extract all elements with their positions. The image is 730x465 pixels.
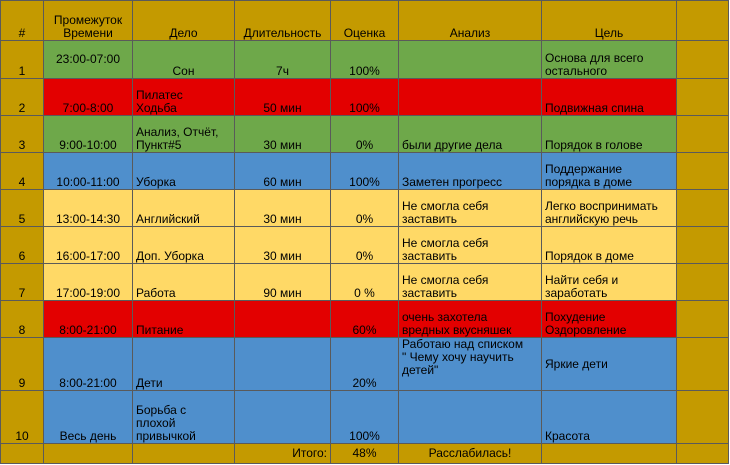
score-cell[interactable]: 60% <box>331 301 399 338</box>
duration-cell[interactable]: 30 мин <box>235 116 331 153</box>
table-row <box>1 227 729 264</box>
time-cell[interactable]: Весь день <box>44 391 133 444</box>
analysis-cell[interactable] <box>399 391 542 444</box>
analysis-cell[interactable] <box>399 79 542 116</box>
score-cell[interactable]: 100% <box>331 79 399 116</box>
analysis-cell[interactable]: Заметен прогресс <box>399 153 542 190</box>
row-num-cell[interactable]: 4 <box>1 153 44 190</box>
goal-cell[interactable]: Подвижная спина <box>542 79 677 116</box>
empty-cell[interactable] <box>133 444 235 464</box>
score-cell[interactable]: 0% <box>331 190 399 227</box>
table-row <box>1 190 729 227</box>
table-row <box>1 41 729 79</box>
duration-cell[interactable] <box>235 301 331 338</box>
task-cell[interactable]: Доп. Уборка <box>133 227 235 264</box>
table-row <box>1 301 729 338</box>
goal-cell[interactable]: Найти себя и заработать <box>542 264 677 301</box>
task-cell[interactable]: Работа <box>133 264 235 301</box>
task-cell[interactable]: Питание <box>133 301 235 338</box>
empty-cell[interactable] <box>677 79 729 116</box>
score-cell[interactable]: 100% <box>331 153 399 190</box>
duration-cell[interactable]: 50 мин <box>235 79 331 116</box>
total-row <box>1 444 729 464</box>
goal-cell[interactable]: Красота <box>542 391 677 444</box>
analysis-cell[interactable]: Не смогла себя заставить <box>399 227 542 264</box>
row-num-cell[interactable]: 8 <box>1 301 44 338</box>
header-score[interactable]: Оценка <box>331 1 399 41</box>
table-row <box>1 116 729 153</box>
duration-cell[interactable]: 30 мин <box>235 190 331 227</box>
table-row <box>1 391 729 444</box>
analysis-cell[interactable]: очень захотела вредных вкусняшек <box>399 301 542 338</box>
header-num[interactable]: # <box>1 1 44 41</box>
task-cell[interactable]: Сон <box>133 41 235 79</box>
table-row <box>1 79 729 116</box>
row-num-cell[interactable]: 6 <box>1 227 44 264</box>
time-cell[interactable]: 23:00-07:00 <box>44 41 133 79</box>
score-cell[interactable]: 100% <box>331 41 399 79</box>
task-cell[interactable]: Уборка <box>133 153 235 190</box>
duration-cell[interactable] <box>235 338 331 391</box>
time-cell[interactable]: 10:00-11:00 <box>44 153 133 190</box>
table-row <box>1 153 729 190</box>
table-row <box>1 338 729 391</box>
task-cell[interactable]: Пилатес Ходьба <box>133 79 235 116</box>
empty-cell[interactable] <box>542 444 677 464</box>
goal-cell[interactable]: Порядок в доме <box>542 227 677 264</box>
empty-cell[interactable] <box>677 301 729 338</box>
task-cell[interactable]: Борьба с плохой привычкой <box>133 391 235 444</box>
time-cell[interactable]: 16:00-17:00 <box>44 227 133 264</box>
empty-cell[interactable] <box>677 338 729 391</box>
row-num-cell[interactable]: 10 <box>1 391 44 444</box>
header-row <box>1 1 729 41</box>
empty-cell[interactable] <box>1 444 44 464</box>
summary-cell[interactable]: Расслабилась! <box>399 444 542 464</box>
duration-cell[interactable] <box>235 391 331 444</box>
task-cell[interactable]: Английский <box>133 190 235 227</box>
task-cell[interactable]: Дети <box>133 338 235 391</box>
row-num-cell[interactable]: 1 <box>1 41 44 79</box>
empty-cell[interactable] <box>677 227 729 264</box>
time-cell[interactable]: 13:00-14:30 <box>44 190 133 227</box>
empty-cell[interactable] <box>677 116 729 153</box>
time-cell[interactable]: 7:00-8:00 <box>44 79 133 116</box>
header-task[interactable]: Дело <box>133 1 235 41</box>
empty-cell[interactable] <box>677 41 729 79</box>
empty-cell[interactable] <box>677 391 729 444</box>
goal-cell[interactable]: Легко воспринимать английскую речь <box>542 190 677 227</box>
header-goal[interactable]: Цель <box>542 1 677 41</box>
analysis-cell[interactable]: Не смогла себя заставить <box>399 264 542 301</box>
goal-cell[interactable]: Поддержание порядка в доме <box>542 153 677 190</box>
duration-cell[interactable]: 60 мин <box>235 153 331 190</box>
row-num-cell[interactable]: 5 <box>1 190 44 227</box>
total-label[interactable]: Итого: <box>235 444 331 464</box>
analysis-cell[interactable]: Работаю над списком " Чему хочу научить детей" <box>399 338 542 391</box>
row-num-cell[interactable]: 7 <box>1 264 44 301</box>
analysis-cell[interactable]: были другие дела <box>399 116 542 153</box>
time-cell[interactable]: 17:00-19:00 <box>44 264 133 301</box>
row-num-cell[interactable]: 2 <box>1 79 44 116</box>
duration-cell[interactable]: 7ч <box>235 41 331 79</box>
header-duration[interactable]: Длительность <box>235 1 331 41</box>
goal-cell[interactable]: Похудение Оздоровление <box>542 301 677 338</box>
score-cell[interactable]: 100% <box>331 391 399 444</box>
task-cell[interactable]: Анализ, Отчёт, Пункт#5 <box>133 116 235 153</box>
goal-cell[interactable]: Яркие дети <box>542 338 677 391</box>
goal-cell[interactable]: Порядок в голове <box>542 116 677 153</box>
score-cell[interactable]: 20% <box>331 338 399 391</box>
score-cell[interactable]: 0% <box>331 227 399 264</box>
duration-cell[interactable]: 90 мин <box>235 264 331 301</box>
goal-cell[interactable]: Основа для всего остального <box>542 41 677 79</box>
empty-cell[interactable] <box>677 444 729 464</box>
score-cell[interactable]: 0% <box>331 116 399 153</box>
empty-cell[interactable] <box>677 264 729 301</box>
header-time[interactable]: Промежуток Времени <box>44 1 133 41</box>
time-cell[interactable]: 8:00-21:00 <box>44 301 133 338</box>
time-cell[interactable]: 9:00-10:00 <box>44 116 133 153</box>
empty-cell[interactable] <box>44 444 133 464</box>
time-cell[interactable]: 8:00-21:00 <box>44 338 133 391</box>
analysis-cell[interactable]: Не смогла себя заставить <box>399 190 542 227</box>
row-num-cell[interactable]: 9 <box>1 338 44 391</box>
empty-cell[interactable] <box>677 153 729 190</box>
analysis-cell[interactable] <box>399 41 542 79</box>
header-analysis[interactable]: Анализ <box>399 1 542 41</box>
table-row <box>1 264 729 301</box>
total-value[interactable]: 48% <box>331 444 399 464</box>
row-num-cell[interactable]: 3 <box>1 116 44 153</box>
duration-cell[interactable]: 30 мин <box>235 227 331 264</box>
empty-cell[interactable] <box>677 190 729 227</box>
empty-cell[interactable] <box>677 1 729 41</box>
score-cell[interactable]: 0 % <box>331 264 399 301</box>
